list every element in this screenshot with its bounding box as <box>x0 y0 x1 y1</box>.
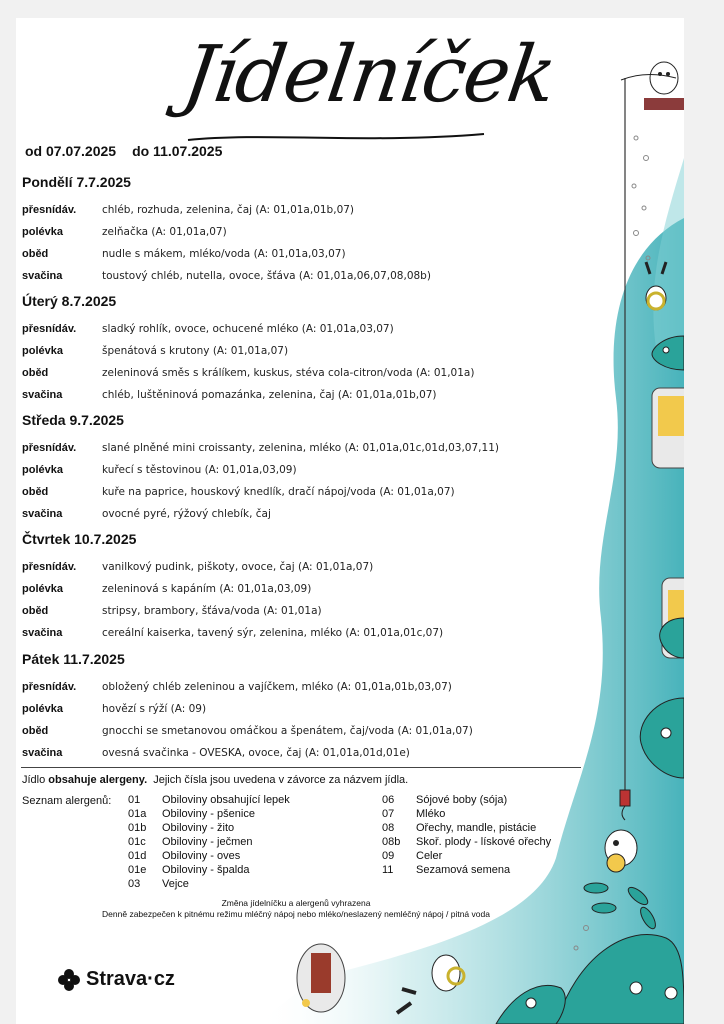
title-swash <box>186 130 486 144</box>
allergen-row <box>382 822 551 836</box>
day-monday <box>22 174 622 287</box>
allergen-row <box>382 836 551 850</box>
allergen-list-label: Seznam alergenů: <box>22 795 112 807</box>
allergen-row <box>128 836 290 850</box>
meal-type: polévka <box>22 703 63 715</box>
meal-type: polévka <box>22 226 63 238</box>
allergen-name: Mléko <box>416 808 446 820</box>
allergen-name: Vejce <box>162 878 189 890</box>
meal-row <box>22 265 622 287</box>
menu-page <box>16 18 684 1024</box>
day-title: Pátek 11.7.2025 <box>22 651 125 667</box>
allergen-code: 06 <box>382 794 395 806</box>
day-tuesday <box>22 293 622 406</box>
sardine-can-icon <box>652 388 684 468</box>
allergen-name: Obiloviny obsahující lepek <box>162 794 290 806</box>
meal-row <box>22 742 622 764</box>
allergen-code: 01d <box>128 850 147 862</box>
meal-row <box>22 221 622 243</box>
meal-description: vanilkový pudink, piškoty, ovoce, čaj (A: 01,01a,07) <box>102 561 374 573</box>
allergen-row <box>382 850 551 864</box>
date-to: do 11.07.2025 <box>132 143 223 159</box>
meal-description: zeleninová s kapáním (A: 01,01a,03,09) <box>102 583 312 595</box>
meal-row <box>22 340 622 362</box>
meal-description: slané plněné mini croissanty, zelenina, mléko (A: 01,01a,01c,01d,03,07,11) <box>102 442 499 454</box>
date-from: od 07.07.2025 <box>25 143 117 159</box>
allergen-row <box>128 794 290 808</box>
meal-row <box>22 698 622 720</box>
day-wednesday <box>22 412 622 525</box>
meal-row <box>22 384 622 406</box>
allergen-code: 08 <box>382 822 395 834</box>
meal-row <box>22 199 622 221</box>
allergen-code: 09 <box>382 850 395 862</box>
logo-text: Strava·cz <box>86 968 175 990</box>
day-title: Pondělí 7.7.2025 <box>22 174 131 190</box>
meal-type: svačina <box>22 270 63 282</box>
meal-type: svačina <box>22 627 63 639</box>
allergen-name: Obiloviny - žito <box>162 822 235 834</box>
meal-row <box>22 459 622 481</box>
meal-row <box>22 243 622 265</box>
allergen-row <box>128 864 290 878</box>
allergen-row <box>382 808 551 822</box>
allergen-name: Celer <box>416 850 443 862</box>
allergen-row <box>128 808 290 822</box>
allergen-code: 01a <box>128 808 147 820</box>
footer-line-2: Denně zabezpečen k pitnému režimu mléčný nápoj nebo mléko/neslazený nemléčný nápoj / pitná voda <box>102 909 490 919</box>
allergen-list-col2 <box>382 794 551 878</box>
allergen-name: Obiloviny - špalda <box>162 864 250 876</box>
meal-row <box>22 622 622 644</box>
meal-description: zelňačka (A: 01,01a,07) <box>102 226 227 238</box>
allergen-note-bold: obsahuje alergeny. <box>48 774 148 786</box>
meal-description: špenátová s krutony (A: 01,01a,07) <box>102 345 289 357</box>
footer-note <box>16 898 576 920</box>
allergen-row <box>128 822 290 836</box>
meal-row <box>22 556 622 578</box>
allergen-code: 01c <box>128 836 146 848</box>
meal-type: oběd <box>22 725 49 737</box>
meal-description: cereální kaiserka, tavený sýr, zelenina, mléko (A: 01,01a,01c,07) <box>102 627 444 639</box>
allergen-name: Skoř. plody - lískové ořechy <box>416 836 552 848</box>
meal-type: polévka <box>22 464 63 476</box>
allergen-code: 01e <box>128 864 147 876</box>
allergen-name: Obiloviny - ječmen <box>162 836 253 848</box>
day-title: Úterý 8.7.2025 <box>22 293 117 309</box>
meal-type: přesnídáv. <box>22 442 77 454</box>
allergen-row <box>128 850 290 864</box>
allergen-row <box>382 794 551 808</box>
allergen-row <box>382 864 551 878</box>
meal-type: oběd <box>22 605 49 617</box>
day-thursday <box>22 531 622 644</box>
meal-description: chléb, rozhuda, zelenina, čaj (A: 01,01a,01b,07) <box>102 204 355 216</box>
meal-row <box>22 578 622 600</box>
fisherman-cow-icon <box>621 62 684 110</box>
meal-description: toustový chléb, nutella, ovoce, šťáva (A: 01,01a,06,07,08,08b) <box>102 270 431 282</box>
allergen-code: 11 <box>382 864 394 876</box>
meal-description: kuře na paprice, houskový knedlík, dračí nápoj/voda (A: 01,01a,07) <box>102 486 455 498</box>
meal-description: chléb, luštěninová pomazánka, zelenina, čaj (A: 01,01a,01b,07) <box>102 389 437 401</box>
allergen-note <box>22 774 408 786</box>
allergen-list-col1 <box>128 794 290 892</box>
day-title: Čtvrtek 10.7.2025 <box>22 531 137 547</box>
meal-type: oběd <box>22 486 49 498</box>
allergen-note-prefix: Jídlo <box>22 774 49 786</box>
meal-type: polévka <box>22 345 63 357</box>
meal-type: oběd <box>22 367 49 379</box>
meal-type: oběd <box>22 248 49 260</box>
allergen-name: Ořechy, mandle, pistácie <box>416 822 537 834</box>
page-title: Jídelníček <box>177 30 560 120</box>
day-title: Středa 9.7.2025 <box>22 412 124 428</box>
meal-row <box>22 481 622 503</box>
allergen-row <box>128 878 290 892</box>
allergen-code: 01 <box>128 794 141 806</box>
meal-row <box>22 318 622 340</box>
meal-description: sladký rohlík, ovoce, ochucené mléko (A: 01,01a,03,07) <box>102 323 394 335</box>
meal-description: obložený chléb zeleninou a vajíčkem, mléko (A: 01,01a,01b,03,07) <box>102 681 452 693</box>
meal-description: nudle s mákem, mléko/voda (A: 01,01a,03,07) <box>102 248 346 260</box>
meal-type: přesnídáv. <box>22 561 77 573</box>
meal-type: svačina <box>22 389 63 401</box>
bottom-can-icon <box>297 944 345 1012</box>
meal-type: přesnídáv. <box>22 204 77 216</box>
clover-icon <box>58 969 80 991</box>
meal-description: ovocné pyré, rýžový chlebík, čaj <box>102 508 271 520</box>
meal-type: polévka <box>22 583 63 595</box>
meal-description: kuřecí s těstovinou (A: 01,01a,03,09) <box>102 464 297 476</box>
allergen-note-suffix: Jejich čísla jsou uvedena v závorce za názvem jídla. <box>147 774 409 786</box>
allergen-code: 03 <box>128 878 141 890</box>
allergen-name: Sójové boby (sója) <box>416 794 508 806</box>
allergen-name: Obiloviny - pšenice <box>162 808 255 820</box>
allergen-name: Obiloviny - oves <box>162 850 241 862</box>
meal-row <box>22 600 622 622</box>
meal-row <box>22 720 622 742</box>
divider <box>21 767 581 768</box>
meal-type: přesnídáv. <box>22 681 77 693</box>
allergen-name: Sezamová semena <box>416 864 511 876</box>
allergen-code: 01b <box>128 822 147 834</box>
meal-type: svačina <box>22 747 63 759</box>
day-friday <box>22 651 622 764</box>
meal-row <box>22 676 622 698</box>
meal-description: gnocchi se smetanovou omáčkou a špenátem, čaj/voda (A: 01,01a,07) <box>102 725 473 737</box>
allergen-code: 07 <box>382 808 395 820</box>
meal-description: hovězí s rýží (A: 09) <box>102 703 207 715</box>
date-range <box>25 143 222 159</box>
meal-row <box>22 503 622 525</box>
meal-description: stripsy, brambory, šťáva/voda (A: 01,01a) <box>102 605 322 617</box>
strava-logo <box>58 968 175 991</box>
meal-type: přesnídáv. <box>22 323 77 335</box>
meal-row <box>22 362 622 384</box>
footer-line-1: Změna jídelníčku a alergenů vyhrazena <box>221 898 371 908</box>
allergen-code: 08b <box>382 836 401 848</box>
meal-type: svačina <box>22 508 63 520</box>
meal-description: zeleninová směs s králíkem, kuskus, stéva cola-citron/voda (A: 01,01a) <box>102 367 475 379</box>
meal-description: ovesná svačinka - OVESKA, ovoce, čaj (A: 01,01a,01d,01e) <box>102 747 410 759</box>
meal-row <box>22 437 622 459</box>
